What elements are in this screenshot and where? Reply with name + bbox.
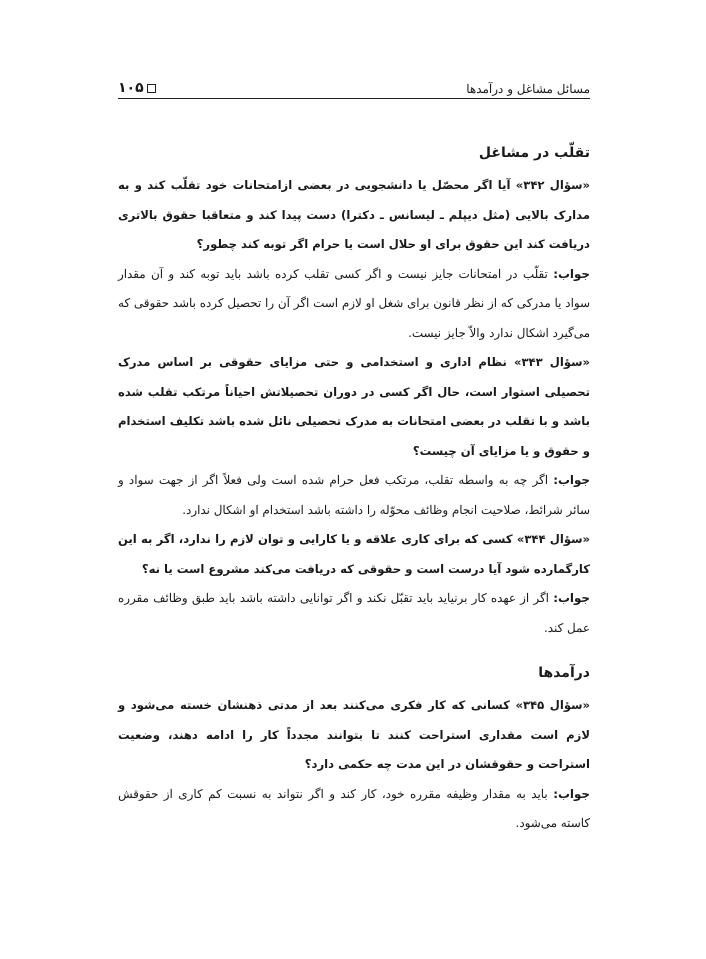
running-title: مسائل مشاغل و درآمدها (466, 82, 590, 96)
answer-label: جواب: (553, 591, 590, 605)
qa-item (118, 525, 590, 643)
page-number: ۱۰۵ (118, 80, 144, 96)
answer-text: تقلّب در امتحانات جایز نیست و اگر کسی تقلب کرده باشد باید توبه کند و آن مقدار سواد یا مدرکی که از نظر قانون برای شغل او لازم است اگر آن را تحصیل کرده باشد حقوقی که می‌گیرد اشکال ندارد والاّ جایز نیست. (118, 266, 590, 340)
book-page (118, 72, 590, 839)
answer-paragraph (118, 584, 590, 643)
answer-paragraph (118, 466, 590, 525)
question-text: «سؤال ۳۴۳» نظام اداری و استخدامی و حتی مزایای حقوقی بر اساس مدرک تحصیلی استوار است، حال اگر کسی در دوران تحصیلاتش احیاناً مرتکب تقلب شده باشد و با تقلب در بعضی امتحانات به مدرک تحصیلی نائل شده باشد تکلیف استخدام و حقوق و یا مزایای آن چیست؟ (118, 355, 590, 458)
qa-item (118, 691, 590, 839)
answer-paragraph (118, 780, 590, 839)
qa-item (118, 348, 590, 525)
section-title-incomes: درآمدها (538, 665, 590, 681)
question-text: «سؤال ۳۴۵» کسانی که کار فکری می‌کنند بعد از مدتی ذهنشان خسته می‌شود و لازم است مقداری استراحت کنند تا بتوانند مجدداً کار را ادامه دهند، وضعیت استراحت و حقوقشان در این مدت چه حکمی دارد؟ (118, 698, 590, 771)
question-text: «سؤال ۳۴۲» آیا اگر محصّل یا دانشجویی در بعضی ازامتحانات خود تقلّب کند و به مدارک بالایی (مثل دیپلم ـ لیسانس ـ دکترا) دست پیدا کند و متعاقبا حقوق بالاتری دریافت کند این حقوق برای او حلال است یا حرام اگر توبه کند چطور؟ (118, 178, 590, 251)
answer-label: جواب: (553, 266, 590, 281)
answer-text: باید به مقدار وظیفه مقرره خود، کار کند و اگر نتواند به نسبت کم کاری از حقوقش کاسته می‌شود. (118, 786, 590, 830)
qa-item (118, 171, 590, 348)
section-title-cheating: تقلّب در مشاغل (478, 145, 590, 161)
question-text: «سؤال ۳۴۴» کسی که برای کاری علاقه و یا کارایی و توان لازم را ندارد، اگر به این کارگمارده شود آیا درست است و حقوقی که دریافت می‌کند مشروع است یا نه؟ (118, 532, 590, 576)
page-number-group (118, 80, 156, 96)
answer-text: اگر چه به واسطه تقلب، مرتکب فعل حرام شده است ولی فعلاً اگر از جهت سواد و سائر شرائط، صلاحیت انجام وظائف محوّله را داشته باشد استخدام او اشکال ندارد. (118, 473, 590, 517)
running-header (118, 72, 590, 99)
answer-label: جواب: (553, 786, 590, 801)
answer-text: اگر از عهده کار برنیاید باید تقبّل نکند و اگر توانایی داشته باشد باید طبق وظائف مقرره عمل کند. (118, 591, 590, 635)
square-outline-icon (147, 84, 156, 93)
answer-label: جواب: (553, 473, 590, 487)
answer-paragraph (118, 260, 590, 349)
